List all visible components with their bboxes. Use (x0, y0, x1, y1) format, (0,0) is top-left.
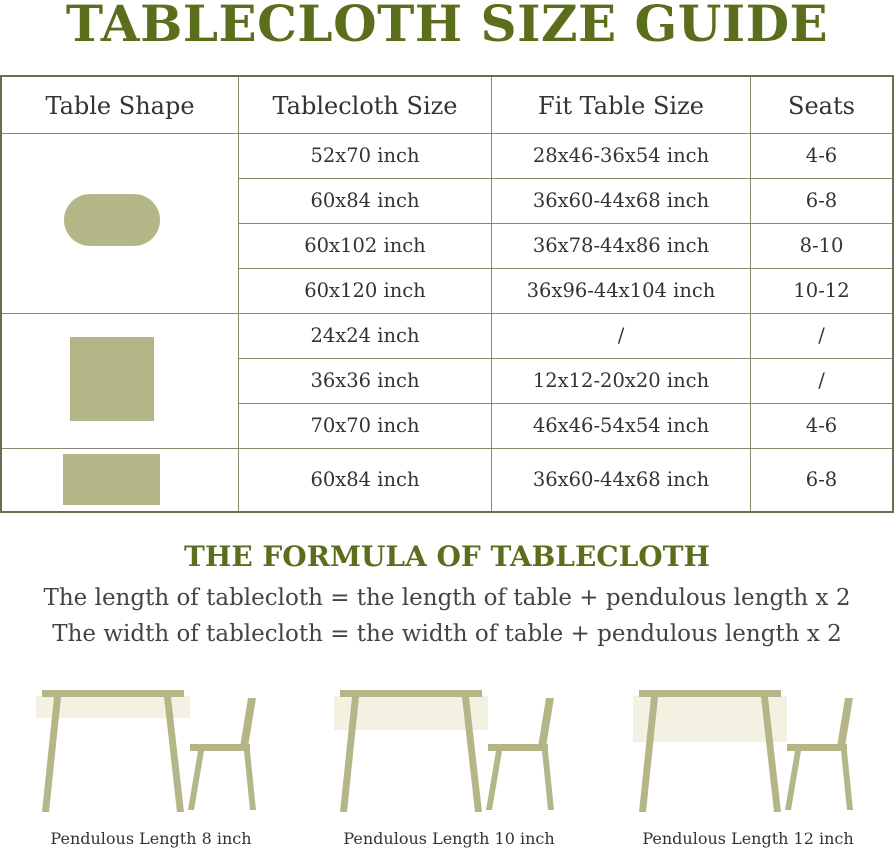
tablecloth-size-cell: 36x36 inch (310, 369, 420, 392)
tablecloth-size-cell: 60x120 inch (304, 279, 426, 302)
oval-table-shape-icon (64, 194, 160, 246)
chair-back (240, 698, 256, 747)
chair-leg (188, 751, 204, 810)
tablecloth-size-cell: 60x84 inch (310, 468, 420, 491)
chair-leg (785, 751, 801, 810)
formula-length-line: The length of tablecloth = the length of table + pendulous length x 2 (43, 585, 851, 611)
header-seats: Seats (788, 92, 855, 120)
seats-cell: / (818, 369, 825, 392)
formula-width-line: The width of tablecloth = the width of table + pendulous length x 2 (52, 621, 842, 647)
rectangle-table-shape-icon (63, 454, 160, 505)
header-table-shape: Table Shape (45, 92, 195, 120)
chair-back (837, 698, 853, 747)
table-chair-icon (318, 670, 578, 820)
seats-cell: 8-10 (799, 234, 844, 257)
caption-12-inch: Pendulous Length 12 inch (642, 829, 854, 848)
page-title: TABLECLOTH SIZE GUIDE (65, 0, 829, 53)
fit-size-cell: 36x60-44x68 inch (532, 468, 710, 491)
chair-leg (841, 751, 853, 810)
table-chair-icon (20, 670, 280, 820)
chair-back (538, 698, 554, 747)
fit-size-cell: 36x96-44x104 inch (526, 279, 716, 302)
chair-seat (787, 744, 847, 751)
square-table-shape-icon (70, 337, 154, 421)
caption-8-inch: Pendulous Length 8 inch (50, 829, 252, 848)
table-top (42, 690, 184, 697)
table-chair-icon (617, 670, 877, 820)
seats-cell: 6-8 (805, 189, 838, 212)
table-top (340, 690, 482, 697)
table-top (639, 690, 781, 697)
seats-cell: 4-6 (805, 414, 838, 437)
fit-size-cell: 46x46-54x54 inch (532, 414, 710, 437)
tablecloth-size-cell: 52x70 inch (310, 144, 420, 167)
tablecloth-size-cell: 24x24 inch (310, 324, 420, 347)
tablecloth-size-cell: 60x102 inch (304, 234, 426, 257)
tablecloth-size-cell: 70x70 inch (310, 414, 420, 437)
header-tablecloth-size: Tablecloth Size (272, 92, 458, 120)
seats-cell: / (818, 324, 825, 347)
fit-size-cell: 36x60-44x68 inch (532, 189, 710, 212)
tablecloth-size-cell: 60x84 inch (310, 189, 420, 212)
size-guide-table (0, 75, 894, 513)
fit-size-cell: 36x78-44x86 inch (532, 234, 710, 257)
fit-size-cell: 12x12-20x20 inch (532, 369, 710, 392)
chair-leg (486, 751, 502, 810)
seats-cell: 4-6 (805, 144, 838, 167)
chair-seat (488, 744, 548, 751)
seats-cell: 10-12 (793, 279, 850, 302)
fit-size-cell: / (617, 324, 625, 347)
chair-leg (542, 751, 554, 810)
caption-10-inch: Pendulous Length 10 inch (343, 829, 555, 848)
chair-seat (190, 744, 250, 751)
seats-cell: 6-8 (805, 468, 838, 491)
fit-size-cell: 28x46-36x54 inch (532, 144, 710, 167)
formula-title: THE FORMULA OF TABLECLOTH (184, 540, 710, 573)
chair-leg (244, 751, 256, 810)
header-fit-table-size: Fit Table Size (538, 92, 704, 120)
